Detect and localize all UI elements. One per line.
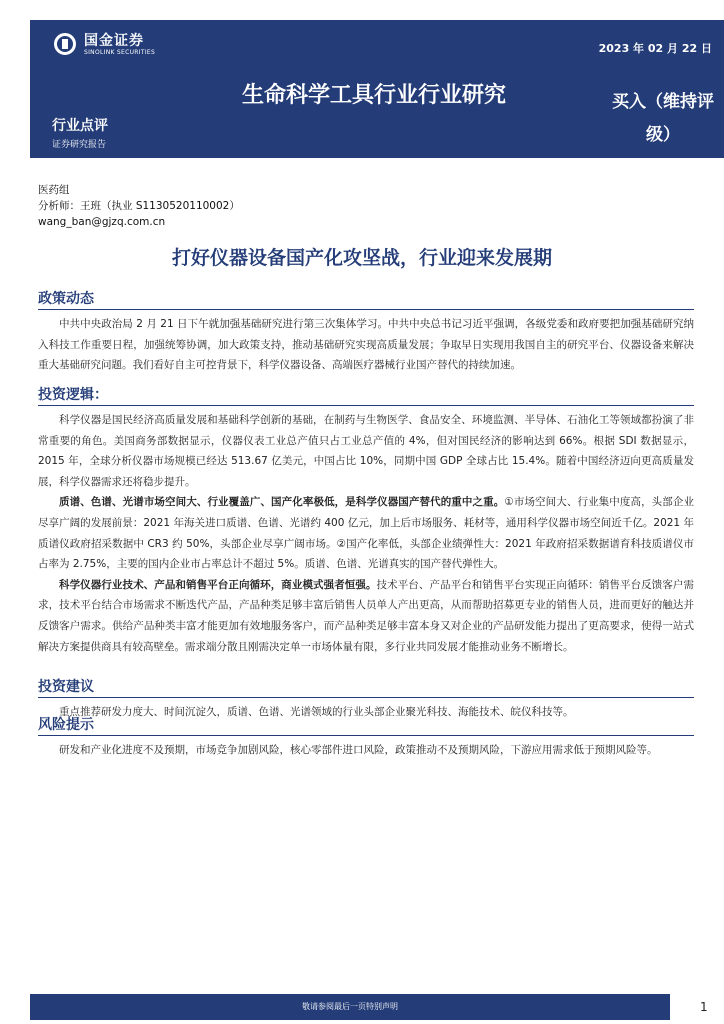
advice-paragraph: 重点推荐研发力度大、时间沉淀久，质谱、色谱、光谱领域的行业头部企业聚光科技、海能技术、皖仪科技等。 [59,706,574,718]
analyst-info [38,182,240,230]
headline: 打好仪器设备国产化攻坚战，行业迎来发展期 [171,247,552,269]
section-title-advice: 投资建议 [38,676,694,698]
section-title-policy: 政策动态 [38,288,694,310]
section-policy [38,288,694,376]
logo-icon [54,33,76,55]
footer-disclaimer[interactable]: 敬请参阅最后一页特别声明 [302,1002,398,1011]
report-title: 生命科学工具行业行业研究 [242,83,507,108]
report-category-sub: 证券研究报告 [52,140,107,150]
section-title-risk: 风险提示 [38,714,694,736]
logic-paragraph-1: 科学仪器是国民经济高质量发展和基础科学创新的基础，在制药与生物医学、食品安全、环境监测、半导体、石油化工等领域都扮演了非常重要的角色。美国商务部数据显示，仪器仪表工业总产值只占工业总产值的 4%，但对国民经济的影响达到 66%。根据 SDI 数据显示，2015 年，全球分析仪器市场规模已经达 513.67 亿美元，中国占比 10%，同期中国 GDP 全球占比 15.4%。随着中国经济迈向更高质量发展，科学仪器需求还将稳步提升。 [38,414,694,488]
section-logic [38,384,694,657]
company-logo [50,30,170,66]
logic-paragraph-3-bold: 科学仪器行业技术、产品和销售平台正向循环，商业模式强者恒强。 [59,578,377,591]
policy-paragraph: 中共中央政治局 2 月 21 日下午就加强基础研究进行第三次集体学习。中共中央总书记习近平强调，各级党委和政府要把加强基础研究纳入科技工作重要日程，加强统筹协调，加大政策支持，推动基础研究实现高质量发展；争取早日实现用我国自主的研究平台、仪器设备来解决重大基础研究问题。我们看好自主可控背景下，科学仪器设备、高端医疗器械行业国产替代的持续加速。 [38,318,694,372]
logic-paragraph-2-bold: 质谱、色谱、光谱市场空间大、行业覆盖广、国产化率极低，是科学仪器国产替代的重中之重。 [59,496,505,509]
page-number: 1 [700,1000,708,1014]
analyst-email[interactable]: wang_ban@gjzq.com.cn [38,216,166,228]
logic-paragraph-2 [38,492,694,574]
logic-paragraph-2-rest: ①市场空间大、行业集中度高，头部企业尽享广阔的发展前景：2021 年海关进口质谱、色谱、光谱约 400 亿元，加上后市场服务、耗材等，通用科学仪器市场空间近千亿。2021 年质谱仪政府招采数据中 CR3 约 50%，头部企业尽享广阔市场。②国产化率低，头部企业绩弹性大：2021 年政府招采数据谱育科技质谱仪市占率为 2.75%，主要的国内企业市占率总计不超过 5%。质谱、色谱、光谱真实的国产替代弹性大。 [38,496,694,571]
analyst-name: 分析师：王班（执业 S1130520110002） [38,200,240,212]
logic-paragraph-3-rest: 技术平台、产品平台和销售平台实现正向循环：销售平台反馈客户需求，技术平台结合市场需求不断迭代产品，产品种类足够丰富后销售人员单人产出更高，从而帮助招募更专业的销售人员，进而更好的触达并反馈客户需求。供给产品种类丰富才能更加有效地服务客户，而产品种类足够丰富本身又对企业的产品研发能力提出了更高要求，使得一站式解决方案提供商具有较高壁垒。需求端分散且刚需决定单一市场体量有限，多行业共同发展才能推动业务不断增长。 [38,578,695,653]
report-date: 2023 年 02 月 22 日 [598,42,712,55]
section-risk [38,714,694,761]
section-title-logic: 投资逻辑： [38,384,694,406]
logo-name: 国金证券 [84,33,144,49]
logo-english-name: SINOLINK SECURITIES [84,49,156,56]
analyst-group: 医药组 [38,184,70,196]
report-category: 行业点评 [52,118,108,134]
logic-paragraph-3 [38,575,694,657]
risk-paragraph: 研发和产业化进度不及预期，市场竞争加剧风险，核心零部件进口风险，政策推动不及预期风险，下游应用需求低于预期风险等。 [59,744,658,756]
rating-badge: 买入（维持评级） [612,92,714,145]
